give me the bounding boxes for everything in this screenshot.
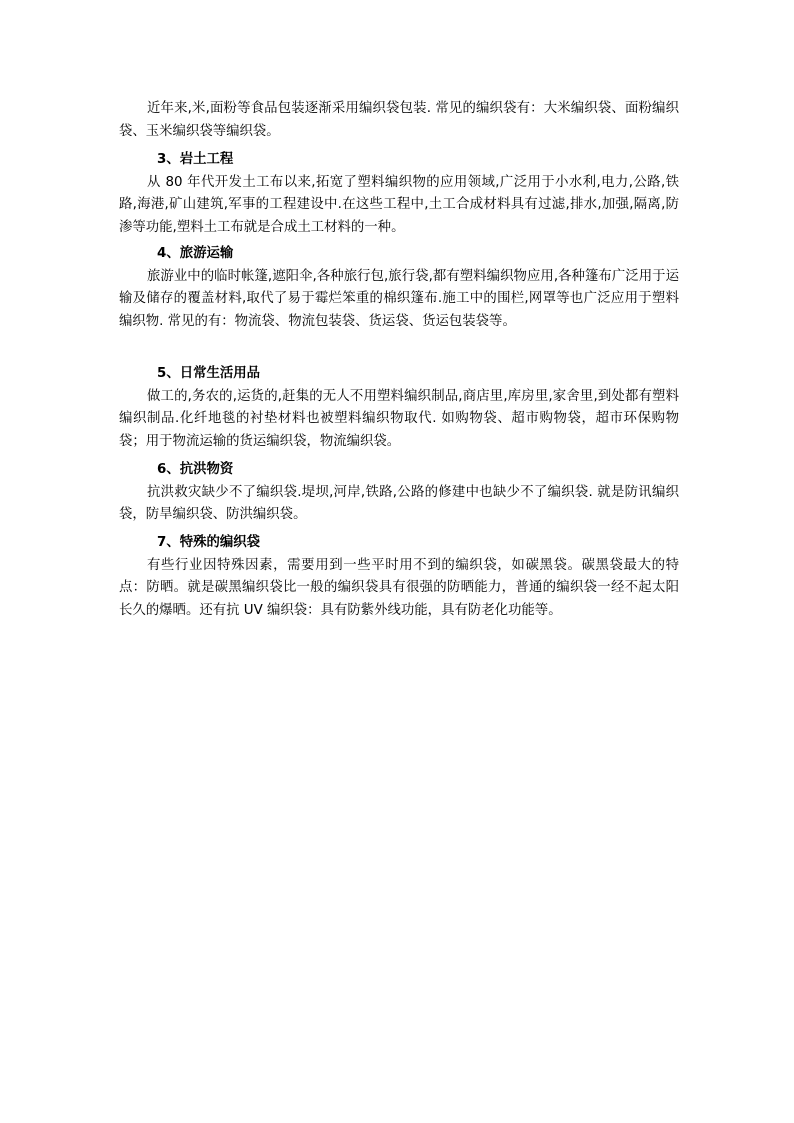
heading-flood: 6、抗洪物资	[157, 462, 234, 477]
paragraph-food-packaging: 近年来,米,面粉等食品包装逐渐采用编织袋包装. 常见的编织袋有：大米编织袋、面粉编织袋、玉米编织袋等编织袋。	[119, 101, 679, 139]
section-special-bags	[119, 532, 679, 622]
heading-daily-goods: 5、日常生活用品	[157, 366, 261, 381]
paragraph-geotechnical: 从 80 年代开发土工布以来,拓宽了塑料编织物的应用领域,广泛用于小水利,电力,公路,铁路,海港,矿山建筑,军事的工程建设中.在这些工程中,土工合成材料具有过滤,排水,加强,隔离,防渗等功能,塑料土工布就是合成土工材料的一种。	[119, 174, 679, 235]
heading-special-bags: 7、特殊的编织袋	[157, 535, 261, 550]
heading-geotechnical: 3、岩土工程	[157, 152, 234, 167]
section-geotechnical	[119, 149, 679, 239]
section-tourism	[119, 243, 679, 333]
section-flood	[119, 459, 679, 527]
section-food	[119, 98, 679, 143]
paragraph-daily-goods: 做工的,务农的,运货的,赶集的无人不用塑料编织制品,商店里,库房里,家舍里,到处都有塑料编织制品.化纤地毯的衬垫材料也被塑料编织物取代. 如购物袋、超市购物袋，超市环保购物袋；用于物流运输的货运编织袋，物流编织袋。	[119, 388, 679, 449]
heading-tourism: 4、旅游运输	[157, 246, 234, 261]
paragraph-special-bags: 有些行业因特殊因素，需要用到一些平时用不到的编织袋，如碳黑袋。碳黑袋最大的特点：防晒。就是碳黑编织袋比一般的编织袋具有很强的防晒能力，普通的编织袋一经不起太阳长久的爆晒。还有抗 UV 编织袋：具有防紫外线功能，具有防老化功能等。	[119, 557, 679, 618]
section-daily-goods	[119, 363, 679, 453]
paragraph-flood: 抗洪救灾缺少不了编织袋.堤坝,河岸,铁路,公路的修建中也缺少不了编织袋. 就是防讯编织袋，防旱编织袋、防洪编织袋。	[119, 484, 679, 523]
paragraph-tourism: 旅游业中的临时帐篷,遮阳伞,各种旅行包,旅行袋,都有塑料编织物应用,各种篷布广泛用于运输及储存的覆盖材料,取代了易于霉烂笨重的棉织篷布.施工中的围栏,网罩等也广泛应用于塑料编织物. 常见的有：物流袋、物流包装袋、货运袋、货运包装袋等。	[119, 268, 679, 329]
